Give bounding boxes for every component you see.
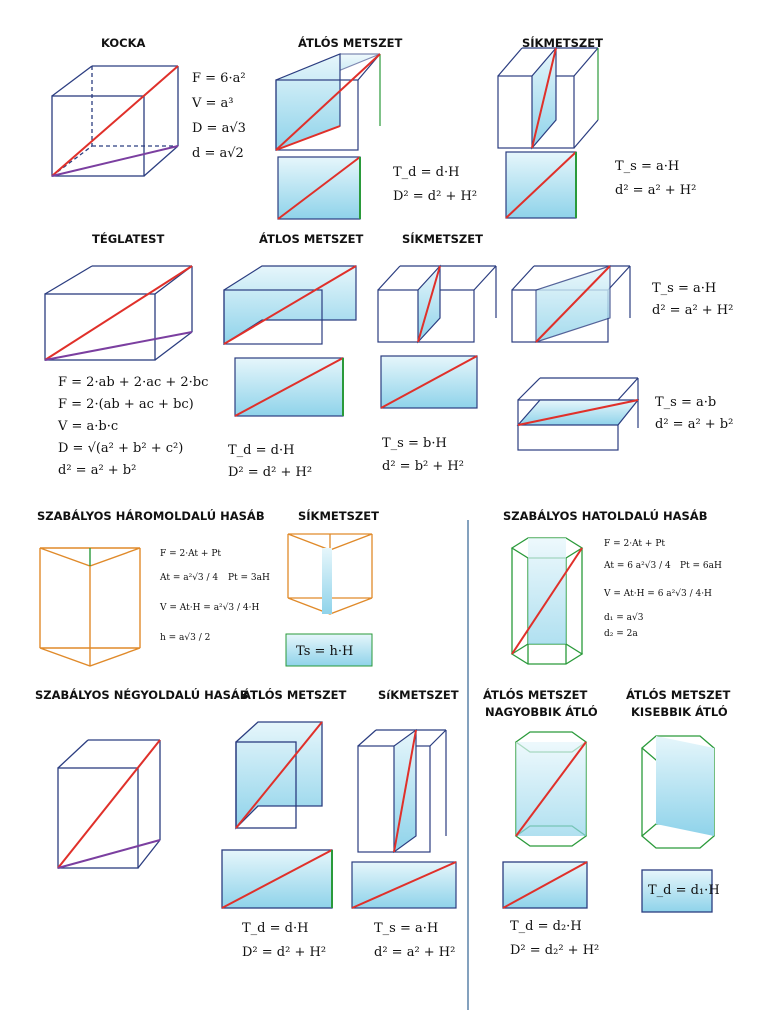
formula: T_s = a·H bbox=[615, 159, 680, 174]
formula: d² = a² + H² bbox=[652, 303, 734, 318]
formula: Pt = 3aH bbox=[228, 573, 270, 583]
atlos-metszet-2 bbox=[224, 266, 356, 416]
formula: D² = d² + H² bbox=[242, 945, 327, 960]
formula: F = 2·At + Pt bbox=[604, 539, 665, 549]
formula: d₁ = a√3 bbox=[604, 613, 644, 623]
teglatest-box bbox=[45, 266, 192, 360]
formula: T_d = d·H bbox=[228, 443, 295, 458]
formula: d² = a² + H² bbox=[615, 183, 697, 198]
formula: d = a√2 bbox=[192, 146, 244, 161]
atlos-metszet-1 bbox=[276, 54, 380, 219]
formula: V = a³ bbox=[192, 96, 234, 111]
formula: T_d = d·H bbox=[242, 921, 309, 936]
title-sikmetszet-4: SíKMETSZET bbox=[378, 688, 459, 702]
formula: d² = a² + b² bbox=[58, 463, 137, 478]
formula: T_s = b·H bbox=[382, 436, 447, 451]
formula: d² = a² + H² bbox=[374, 945, 456, 960]
formula: D² = d² + H² bbox=[393, 189, 478, 204]
kocka-cube bbox=[52, 66, 178, 176]
title-kocka: KOCKA bbox=[101, 36, 146, 50]
formula: T_s = a·H bbox=[652, 281, 717, 296]
formula: V = a·b·c bbox=[58, 419, 119, 434]
title-teglatest: TÉGLATEST bbox=[92, 232, 165, 246]
title-hatoldalu: SZABÁLYOS HATOLDALÚ HASÁB bbox=[503, 509, 708, 523]
formula: F = 6·a² bbox=[192, 71, 246, 86]
formula: T_d = d₁·H bbox=[648, 883, 720, 898]
formula: F = 2·At + Pt bbox=[160, 549, 221, 559]
formula: At = 6 a²√3 / 4 bbox=[604, 561, 671, 571]
sikmetszet-1 bbox=[498, 48, 598, 218]
formula: d₂ = 2a bbox=[604, 629, 638, 639]
title-sikmetszet-2: SÍKMETSZET bbox=[402, 232, 483, 246]
nagyobbik-atlo bbox=[503, 732, 587, 908]
formula: d² = b² + H² bbox=[382, 459, 464, 474]
sikmetszet-2 bbox=[378, 266, 496, 408]
sikmetszet-4 bbox=[352, 730, 456, 908]
haromoldalu-hasab bbox=[40, 548, 140, 666]
title-atlos-metszet-1: ÁTLÓS METSZET bbox=[298, 36, 403, 50]
formula: D = √(a² + b² + c²) bbox=[58, 441, 184, 456]
atlos-metszet-3 bbox=[222, 722, 332, 908]
formula: F = 2·ab + 2·ac + 2·bc bbox=[58, 375, 209, 390]
sikmetszet-2b bbox=[512, 266, 630, 342]
title-haromoldalu: SZABÁLYOS HÁROMOLDALÚ HASÁB bbox=[37, 509, 265, 523]
sikmetszet-2c bbox=[518, 378, 638, 450]
formula: T_d = d·H bbox=[393, 165, 460, 180]
negyoldalu-hasab bbox=[58, 740, 160, 868]
title-kisebbik-2: KISEBBIK ÁTLÓ bbox=[631, 705, 728, 719]
formula: h = a√3 / 2 bbox=[160, 633, 211, 643]
title-atlos-metszet-3: ÁTLÓS METSZET bbox=[242, 688, 347, 702]
title-atlos-metszet-2: ÁTLOS METSZET bbox=[259, 232, 364, 246]
formula: V = At·H = a²√3 / 4·H bbox=[160, 603, 260, 613]
title-sikmetszet-1: SÍKMETSZET bbox=[522, 36, 603, 50]
title-nagyobbik-1: ÁTLÓS METSZET bbox=[483, 688, 588, 702]
formula: d² = a² + b² bbox=[655, 417, 734, 432]
formula: T_d = d₂·H bbox=[510, 919, 582, 934]
title-negyoldalu: SZABÁLYOS NÉGYOLDALÚ HASÁB bbox=[35, 688, 249, 702]
formula: D² = d₂² + H² bbox=[510, 943, 600, 958]
formula: At = a²√3 / 4 bbox=[160, 573, 219, 583]
formula: T_s = a·H bbox=[374, 921, 439, 936]
formula: D² = d² + H² bbox=[228, 465, 313, 480]
title-sikmetszet-3: SÍKMETSZET bbox=[298, 509, 379, 523]
formula: D = a√3 bbox=[192, 121, 246, 136]
formula: Pt = 6aH bbox=[680, 561, 722, 571]
formula: F = 2·(ab + ac + bc) bbox=[58, 397, 194, 412]
formula: V = At·H = 6 a²√3 / 4·H bbox=[604, 589, 712, 599]
formula: T_s = a·b bbox=[655, 395, 717, 410]
title-kisebbik-1: ÁTLÓS METSZET bbox=[626, 688, 731, 702]
formula: Ts = h·H bbox=[296, 644, 354, 659]
hatoldalu-hasab bbox=[512, 538, 582, 664]
title-nagyobbik-2: NAGYOBBIK ÁTLÓ bbox=[485, 705, 598, 719]
